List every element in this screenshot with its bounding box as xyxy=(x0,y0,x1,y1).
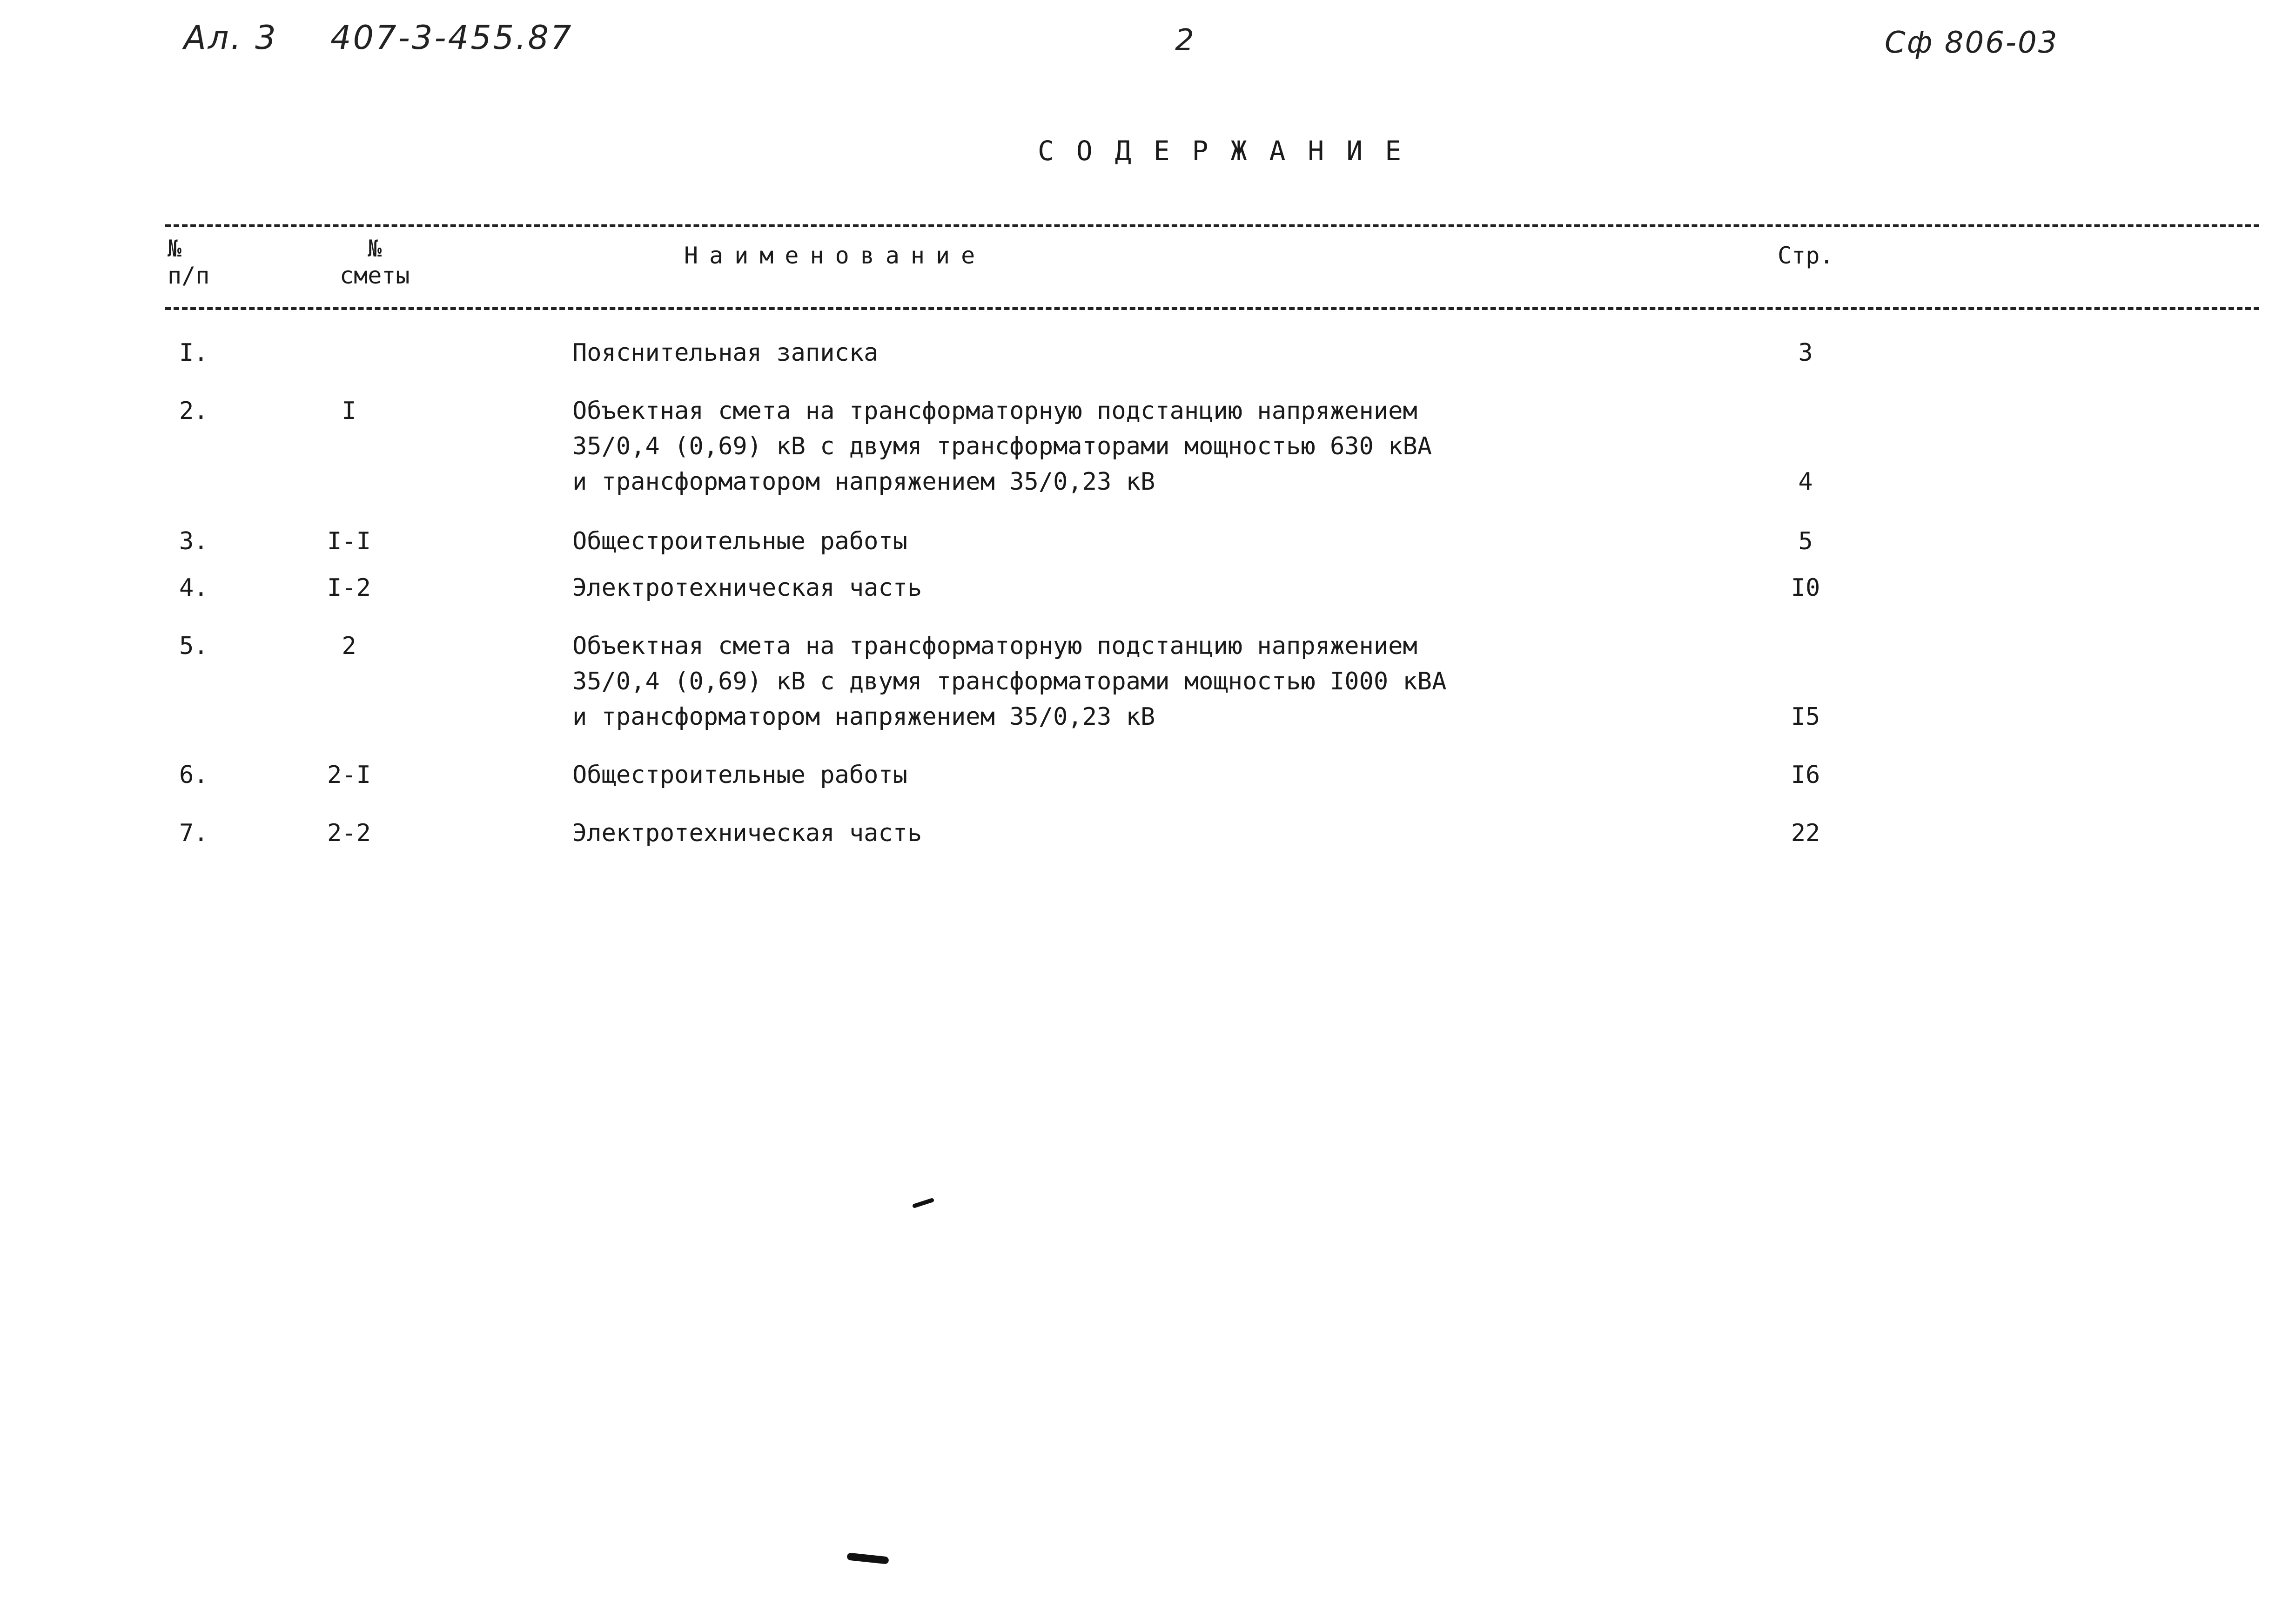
row-name-line: и трансформатором напряжением 35/0,23 кВ xyxy=(572,703,1155,731)
row-name xyxy=(572,524,1689,559)
row-name xyxy=(572,757,1689,793)
column-header-number-line-2: п/п xyxy=(168,262,210,289)
row-number: 2. xyxy=(179,397,208,425)
column-header-page: Стр. xyxy=(1778,242,1834,269)
row-name xyxy=(572,393,1689,499)
ink-mark xyxy=(912,1198,934,1208)
row-name-line: Объектная смета на трансформаторную подстанцию напряжением xyxy=(572,632,1417,660)
table-row xyxy=(0,757,2296,793)
table-row xyxy=(0,570,2296,606)
row-name xyxy=(572,628,1689,735)
row-name xyxy=(572,335,1689,371)
row-page: 4 xyxy=(1798,468,1813,496)
row-name xyxy=(572,570,1689,606)
row-estimate: I xyxy=(342,397,356,425)
column-header-estimate-line-2: сметы xyxy=(340,262,410,289)
row-estimate: 2-I xyxy=(327,761,371,789)
ink-mark xyxy=(846,1552,889,1564)
row-page: 3 xyxy=(1798,339,1813,367)
row-estimate: I-I xyxy=(327,527,371,555)
row-number: 7. xyxy=(179,819,208,847)
row-number: I. xyxy=(179,339,208,367)
table-row xyxy=(0,393,2296,499)
table-top-rule xyxy=(165,224,2259,227)
row-number: 4. xyxy=(179,574,208,602)
row-name-line: Электротехническая часть xyxy=(572,574,922,602)
row-name xyxy=(572,816,1689,851)
row-estimate: 2-2 xyxy=(327,819,371,847)
row-name-line: Общестроительные работы xyxy=(572,761,908,789)
row-number: 6. xyxy=(179,761,208,789)
column-header-number xyxy=(168,235,209,289)
row-page: I6 xyxy=(1791,761,1820,789)
column-header-estimate xyxy=(340,235,410,289)
row-number: 3. xyxy=(179,527,208,555)
table-row xyxy=(0,816,2296,851)
row-name-line: и трансформатором напряжением 35/0,23 кВ xyxy=(572,468,1155,496)
column-header-estimate-line-1: № xyxy=(368,235,382,262)
page-number: 2 xyxy=(1175,23,1194,58)
row-page: 22 xyxy=(1791,819,1820,847)
sheet-number: Ал. 3 xyxy=(184,19,278,57)
row-page: I0 xyxy=(1791,574,1820,602)
document-code: Сф 806-03 xyxy=(1885,26,2059,60)
row-name-line: 35/0,4 (0,69) кВ с двумя трансформаторами мощностью I000 кВА xyxy=(572,668,1447,695)
table-row xyxy=(0,628,2296,735)
row-name-line: Электротехническая часть xyxy=(572,819,922,847)
row-estimate: I-2 xyxy=(327,574,371,602)
table-row xyxy=(0,524,2296,559)
row-page: 5 xyxy=(1798,527,1813,555)
table-row xyxy=(0,335,2296,371)
row-estimate: 2 xyxy=(342,632,356,660)
row-name-line: Объектная смета на трансформаторную подстанцию напряжением xyxy=(572,397,1417,425)
table-header-rule xyxy=(165,307,2259,310)
row-page: I5 xyxy=(1791,703,1820,731)
column-header-name: Наименование xyxy=(684,242,987,269)
row-number: 5. xyxy=(179,632,208,660)
row-name-line: Пояснительная записка xyxy=(572,339,879,367)
page-title: СОДЕРЖАНИЕ xyxy=(1038,135,1424,167)
project-code: 407-3-455.87 xyxy=(330,19,573,57)
row-name-line: Общестроительные работы xyxy=(572,527,908,555)
column-header-number-line-1: № xyxy=(168,235,182,262)
row-name-line: 35/0,4 (0,69) кВ с двумя трансформаторами мощностью 630 кВА xyxy=(572,432,1432,460)
